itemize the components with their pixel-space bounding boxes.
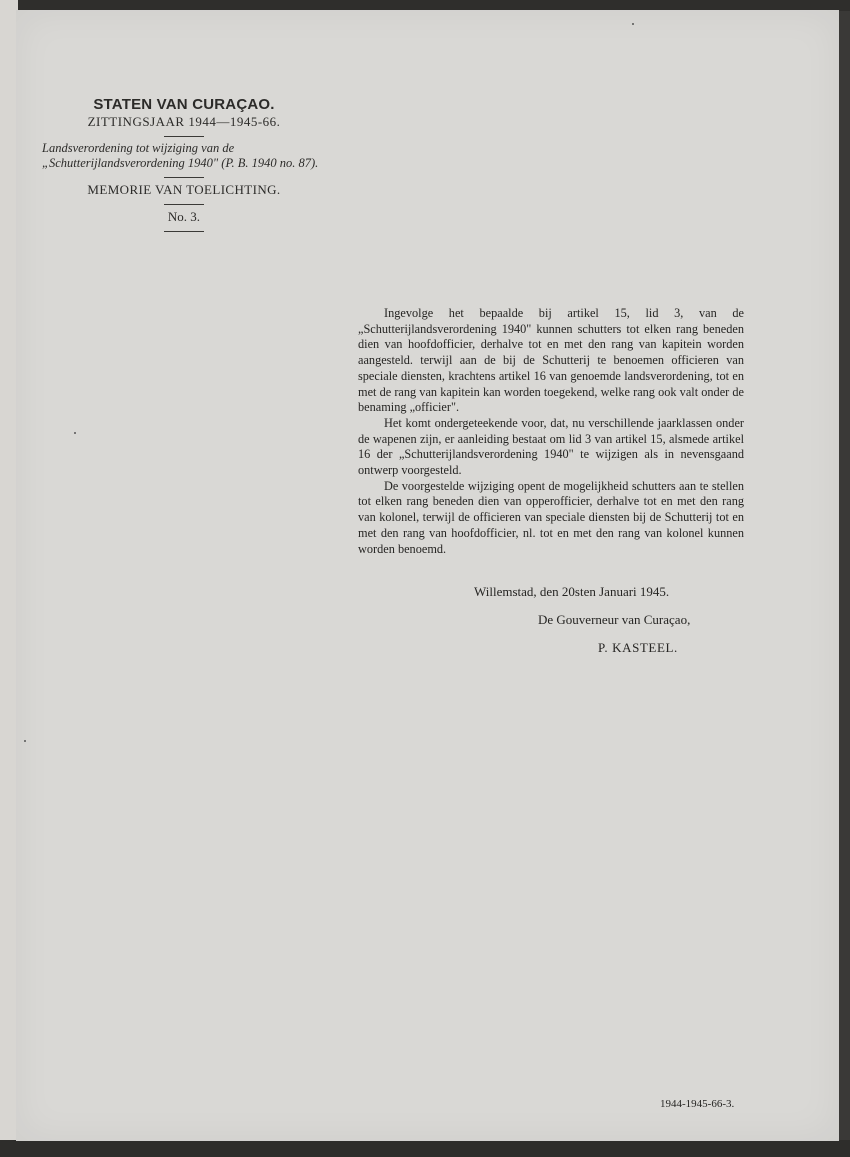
governor-title: De Gouverneur van Curaçao,: [538, 612, 691, 627]
document-title: STATEN VAN CURAÇAO.: [93, 96, 275, 113]
paper-speck: [632, 23, 634, 25]
document-header: [36, 96, 332, 236]
ordinance-subject: Landsverordening tot wijziging van de „Schutterijlandsverordening 1940" (P. B. 1940 no. 87).: [42, 141, 319, 170]
header-divider: [164, 136, 204, 137]
body-paragraph: Ingevolge het bepaalde bij artikel 15, lid 3, van de „Schutterijlandsverordening 1940" kunnen schutters tot elken rang beneden dien van hoofdofficier, derhalve tot en met den rang van kapitein worden aangesteld. terwijl aan de bij de Schutterij te benoemen officieren van speciale diensten, krachtens artikel 16 van genoemde landsverordening, tot en met de rang van kapitein kan worden toegekend, welke rang ook valt onder de benaming „officier".: [358, 306, 744, 415]
session-year: ZITTINGSJAAR 1944—1945-66.: [87, 114, 281, 129]
body-paragraph: De voorgestelde wijziging opent de mogelijkheid schutters aan te stellen tot elken rang beneden dien van opperofficier, derhalve tot en met den rang van kolonel, terwijl de officieren van speciale diensten bij de Schutterij tot en met den rang van hoofdofficier, nl. tot en met den rang van kolonel kunnen worden benoemd.: [358, 478, 744, 556]
scan-bottom-border: [0, 1140, 850, 1157]
paper-speck: [24, 740, 26, 742]
document-code: 1944-1945-66-3.: [660, 1098, 735, 1110]
signatory-name: P. KASTEEL.: [598, 640, 678, 655]
paper-speck: [74, 432, 76, 434]
header-divider: [164, 177, 204, 178]
header-divider: [164, 204, 204, 205]
document-number: No. 3.: [167, 209, 201, 224]
header-divider: [164, 231, 204, 232]
memo-heading: MEMORIE VAN TOELICHTING.: [87, 182, 281, 197]
memo-body: [358, 306, 744, 557]
body-paragraph: Het komt ondergeteekende voor, dat, nu verschillende jaarklassen onder de wapenen zijn, er aanleiding bestaat om lid 3 van artikel 15, alsmede artikel 16 der „Schutterijlandsverordening 1940" te wijzigen als in nevensgaand ontwerp voorgesteld.: [358, 415, 744, 478]
place-date: Willemstad, den 20sten Januari 1945.: [474, 584, 670, 599]
